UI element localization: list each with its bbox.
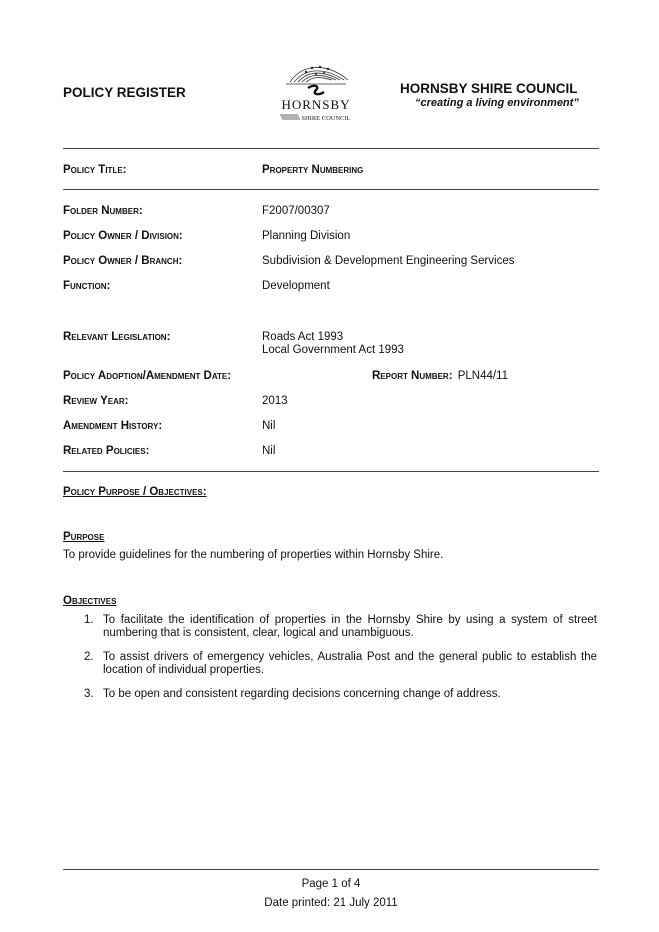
purpose-objectives-heading: Policy Purpose / Objectives: bbox=[63, 486, 207, 498]
list-item-text: To be open and consistent regarding decisions concerning change of address. bbox=[103, 688, 501, 700]
related-policies-value: Nil bbox=[262, 445, 276, 457]
list-item-number: 2. bbox=[84, 651, 94, 663]
register-title: POLICY REGISTER bbox=[63, 85, 186, 100]
logo-text: HORNSBY bbox=[281, 97, 351, 112]
page-number: Page 1 of 4 bbox=[301, 878, 361, 890]
council-tagline: “creating a living environment” bbox=[415, 97, 579, 109]
divider-title bbox=[63, 189, 599, 190]
list-item-text: To facilitate the identification of properties in the Hornsby Shire by using a system of street numbering that is consistent, clear, logical and unambiguous. bbox=[103, 614, 597, 639]
purpose-heading: Purpose bbox=[63, 531, 105, 543]
list-item-number: 3. bbox=[84, 688, 94, 700]
policy-owner-branch-value: Subdivision & Development Engineering Services bbox=[262, 255, 515, 267]
policy-owner-branch-label: Policy Owner / Branch: bbox=[63, 255, 183, 267]
report-number-label: Report Number: bbox=[372, 370, 453, 382]
relevant-legislation-label: Relevant Legislation: bbox=[63, 331, 171, 343]
policy-title-label: Policy Title: bbox=[63, 164, 127, 176]
council-name: HORNSBY SHIRE COUNCIL bbox=[400, 81, 578, 96]
function-value: Development bbox=[262, 280, 330, 292]
divider-top bbox=[63, 148, 599, 149]
report-number bbox=[372, 370, 508, 382]
policy-owner-division-label: Policy Owner / Division: bbox=[63, 230, 183, 242]
review-year-label: Review Year: bbox=[63, 395, 129, 407]
list-item bbox=[63, 688, 597, 701]
legislation-line-1: Roads Act 1993 bbox=[262, 331, 344, 343]
amendment-history-value: Nil bbox=[262, 420, 276, 432]
date-printed: Date printed: 21 July 2011 bbox=[264, 897, 398, 909]
hornsby-logo-icon bbox=[276, 58, 356, 124]
related-policies-label: Related Policies: bbox=[63, 445, 150, 457]
council-logo bbox=[276, 58, 356, 124]
objectives-heading: Objectives bbox=[63, 595, 117, 607]
objectives-list bbox=[63, 614, 597, 701]
review-year-value: 2013 bbox=[262, 395, 288, 407]
policy-owner-division-value: Planning Division bbox=[262, 230, 351, 242]
divider-footer bbox=[63, 869, 599, 870]
list-item bbox=[63, 614, 597, 640]
report-number-value: PLN44/11 bbox=[457, 370, 509, 382]
list-item-number: 1. bbox=[84, 614, 94, 626]
adoption-date-label: Policy Adoption/Amendment Date: bbox=[63, 370, 232, 382]
folder-number-label: Folder Number: bbox=[63, 205, 143, 217]
list-item bbox=[63, 651, 597, 677]
legislation-line-2: Local Government Act 1993 bbox=[262, 344, 404, 356]
divider-fields bbox=[63, 471, 599, 472]
folder-number-value: F2007/00307 bbox=[262, 205, 330, 217]
function-label: Function: bbox=[63, 280, 111, 292]
amendment-history-label: Amendment History: bbox=[63, 420, 163, 432]
list-item-text: To assist drivers of emergency vehicles, Australia Post and the general public to establish the location of individual properties. bbox=[103, 651, 597, 676]
logo-subtext: SHIRE COUNCIL bbox=[301, 115, 351, 122]
purpose-text: To provide guidelines for the numbering of properties within Hornsby Shire. bbox=[63, 549, 444, 561]
policy-title-value: Property Numbering bbox=[262, 164, 364, 176]
